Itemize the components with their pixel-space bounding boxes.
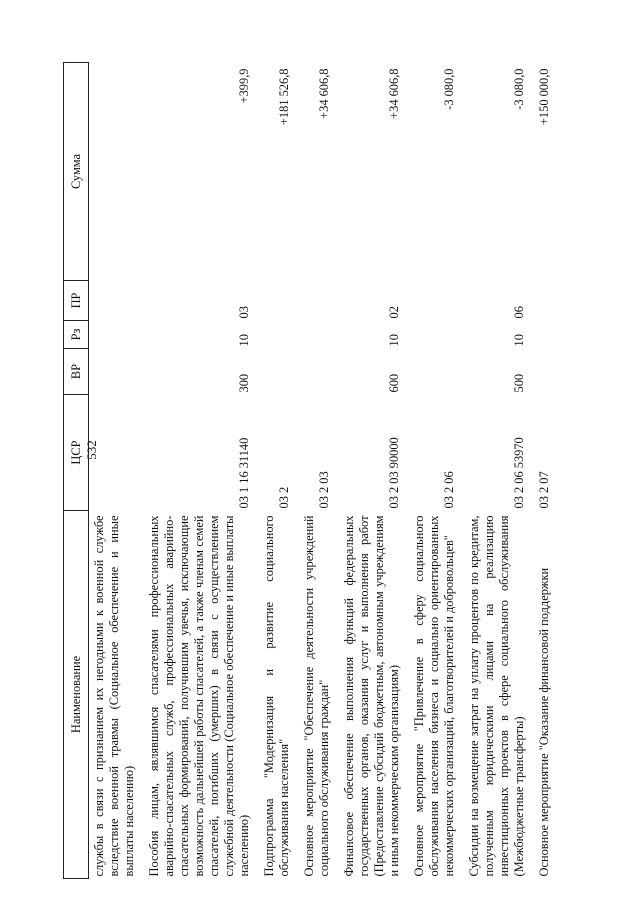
row-pr [537, 281, 562, 321]
row-rz: 10 [387, 334, 401, 347]
row-csr: 03 1 16 31140 [237, 437, 251, 509]
row-sum [89, 63, 148, 281]
table-row [537, 63, 562, 879]
row-sum: +181 526,8 [277, 68, 291, 126]
row-pr: 06 [512, 306, 526, 319]
row-pr [302, 281, 342, 321]
table-body [89, 63, 563, 879]
row-vr: 300 [237, 373, 251, 393]
header-pr: ПР [64, 281, 89, 321]
row-name: службы в связи с признанием их негодными к военной службе вследствие военной травмы (Социальное обеспечение и иные выплаты населению) [92, 515, 136, 877]
row-name: Основное мероприятие "Оказание финансовой поддержки [537, 567, 551, 877]
table-row [467, 63, 537, 879]
row-sum: +34 606,8 [317, 68, 331, 119]
row-rz [537, 321, 562, 349]
row-vr [262, 349, 302, 395]
row-name: Пособия лицам, являвшимся спасателями профессиональных аварийно-спасательных служб, профессиональных аварийно-спасательных формирований, получившим увечья, исключающие возможность дальнейшей работы спасателей, а также членам семей спасателей, погибших (умерших) в связи с осуществлением служебной деятельности (Социальное обеспечение и иные выплаты населению) [147, 515, 251, 877]
row-pr [262, 281, 302, 321]
header-rz: Рз [64, 321, 89, 349]
row-csr: 03 2 06 53970 [512, 437, 526, 509]
row-vr: 600 [387, 373, 401, 393]
row-pr [89, 281, 148, 321]
budget-table [63, 62, 562, 879]
row-vr [537, 349, 562, 395]
row-sum: -3 080,0 [442, 68, 456, 110]
header-row [64, 63, 89, 879]
table-row [262, 63, 302, 879]
row-csr: 03 2 [277, 486, 291, 509]
row-sum: +399,9 [237, 68, 251, 104]
page-number: 532 [84, 440, 99, 460]
row-pr: 03 [237, 306, 251, 319]
row-csr [89, 395, 148, 511]
row-csr: 03 2 06 [442, 471, 456, 509]
row-csr: 03 2 07 [537, 471, 551, 509]
header-csr: ЦСР [64, 395, 89, 511]
row-pr: 02 [387, 306, 401, 319]
rotated-page [63, 63, 585, 879]
table-row [147, 63, 262, 879]
row-vr [302, 349, 342, 395]
row-rz [412, 321, 467, 349]
header-vr: ВР [64, 349, 89, 395]
table-row [342, 63, 412, 879]
row-csr: 03 2 03 [317, 471, 331, 509]
row-rz [89, 321, 148, 349]
row-vr [412, 349, 467, 395]
table-row [302, 63, 342, 879]
row-name: Подпрограмма "Модернизация и развитие социального обслуживания населения" [262, 515, 291, 877]
header-sum: Сумма [64, 63, 89, 281]
row-name: Субсидии на возмещение затрат на уплату процентов по кредитам, полученным юридическими лицами на реализацию инвестиционных проектов в сфере социального обслуживания (Межбюджетные трансферты) [467, 515, 526, 877]
row-sum: -3 080,0 [512, 68, 526, 110]
row-name: Основное мероприятие "Обеспечение деятельности учреждений социального обслуживания граждан" [302, 515, 331, 877]
row-pr [412, 281, 467, 321]
table-row [412, 63, 467, 879]
header-name: Наименование [64, 511, 89, 879]
row-rz: 10 [512, 334, 526, 347]
row-rz [262, 321, 302, 349]
row-rz: 10 [237, 334, 251, 347]
row-csr: 03 2 03 90000 [387, 437, 401, 509]
row-sum: +150 000,0 [537, 68, 551, 126]
row-vr: 500 [512, 373, 526, 393]
table-header [64, 63, 89, 879]
table-row [89, 63, 148, 879]
row-name: Финансовое обеспечение выполнения функций федеральных государственных органов, оказания услуг и выполнения работ (Предоставление субсидий бюджетным, автономным учреждениям и иным некоммерческим организациям) [342, 515, 401, 877]
row-rz [302, 321, 342, 349]
row-sum: +34 606,8 [387, 68, 401, 119]
row-vr [89, 349, 148, 395]
row-name: Основное мероприятие "Привлечение в сферу социального обслуживания населения бизнеса и социально ориентированных некоммерческих организаций, благотворителей и добровольцев" [412, 515, 456, 877]
